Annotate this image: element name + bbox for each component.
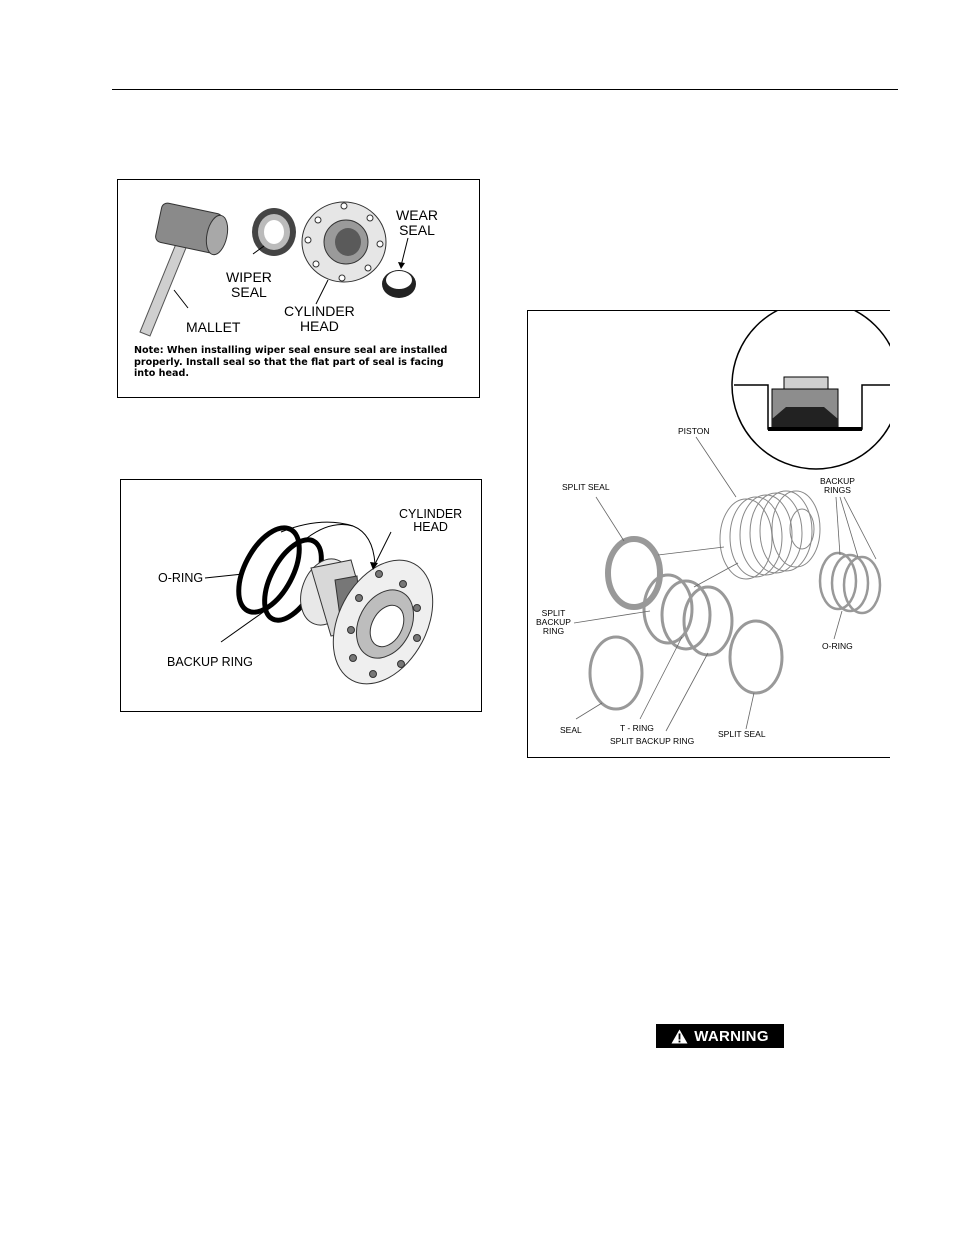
label-backup-rings: BACKUP RINGS: [820, 476, 855, 495]
label-mallet: MALLET: [186, 319, 241, 335]
piston-illustration: [720, 491, 820, 579]
label-t-ring: T - RING: [620, 723, 654, 733]
label-backup-ring: BACKUP RING: [167, 655, 253, 669]
label-cylinder-head: CYLINDER HEAD: [399, 507, 463, 535]
label-split-seal-top: SPLIT SEAL: [562, 482, 610, 492]
split-seal-bottom-illustration: [730, 621, 782, 693]
wear-seal-illustration: [382, 270, 416, 298]
seal-detail-magnifier: [732, 311, 890, 469]
figure-wiper-seal-install: [117, 179, 480, 398]
header-rule: [112, 89, 898, 90]
figure-cylinder-head-rings: [120, 479, 482, 712]
warning-triangle-icon: [671, 1029, 688, 1044]
label-seal: SEAL: [560, 725, 582, 735]
figure3-illustration: [528, 311, 890, 757]
warning-label: WARNING: [694, 1027, 769, 1045]
label-o-ring: O-RING: [822, 641, 853, 651]
label-cylinder-head: CYLINDER HEAD: [284, 303, 355, 334]
backup-rings-illustration: [820, 553, 880, 613]
label-split-seal-bottom: SPLIT SEAL: [718, 729, 766, 739]
label-split-backup-ring-bottom: SPLIT BACKUP RING: [610, 736, 695, 746]
mallet-illustration: [140, 202, 231, 336]
label-wiper-seal: WIPER SEAL: [226, 269, 272, 300]
figure1-note: Note: When installing wiper seal ensure seal are installed properly. Install seal so that the flat part of seal is facing into head.: [134, 345, 448, 379]
split-seal-top-illustration: [608, 539, 660, 607]
label-split-backup-ring: SPLIT BACKUP RING: [536, 608, 571, 636]
label-wear-seal: WEAR SEAL: [396, 207, 438, 238]
seal-illustration: [590, 637, 642, 709]
label-piston: PISTON: [678, 426, 710, 436]
warning-badge: [656, 1024, 784, 1048]
cylinder-head-illustration: [302, 202, 386, 282]
figure-piston-seals: [527, 310, 890, 758]
wiper-seal-illustration: [252, 208, 296, 256]
label-o-ring: O-RING: [158, 571, 204, 585]
